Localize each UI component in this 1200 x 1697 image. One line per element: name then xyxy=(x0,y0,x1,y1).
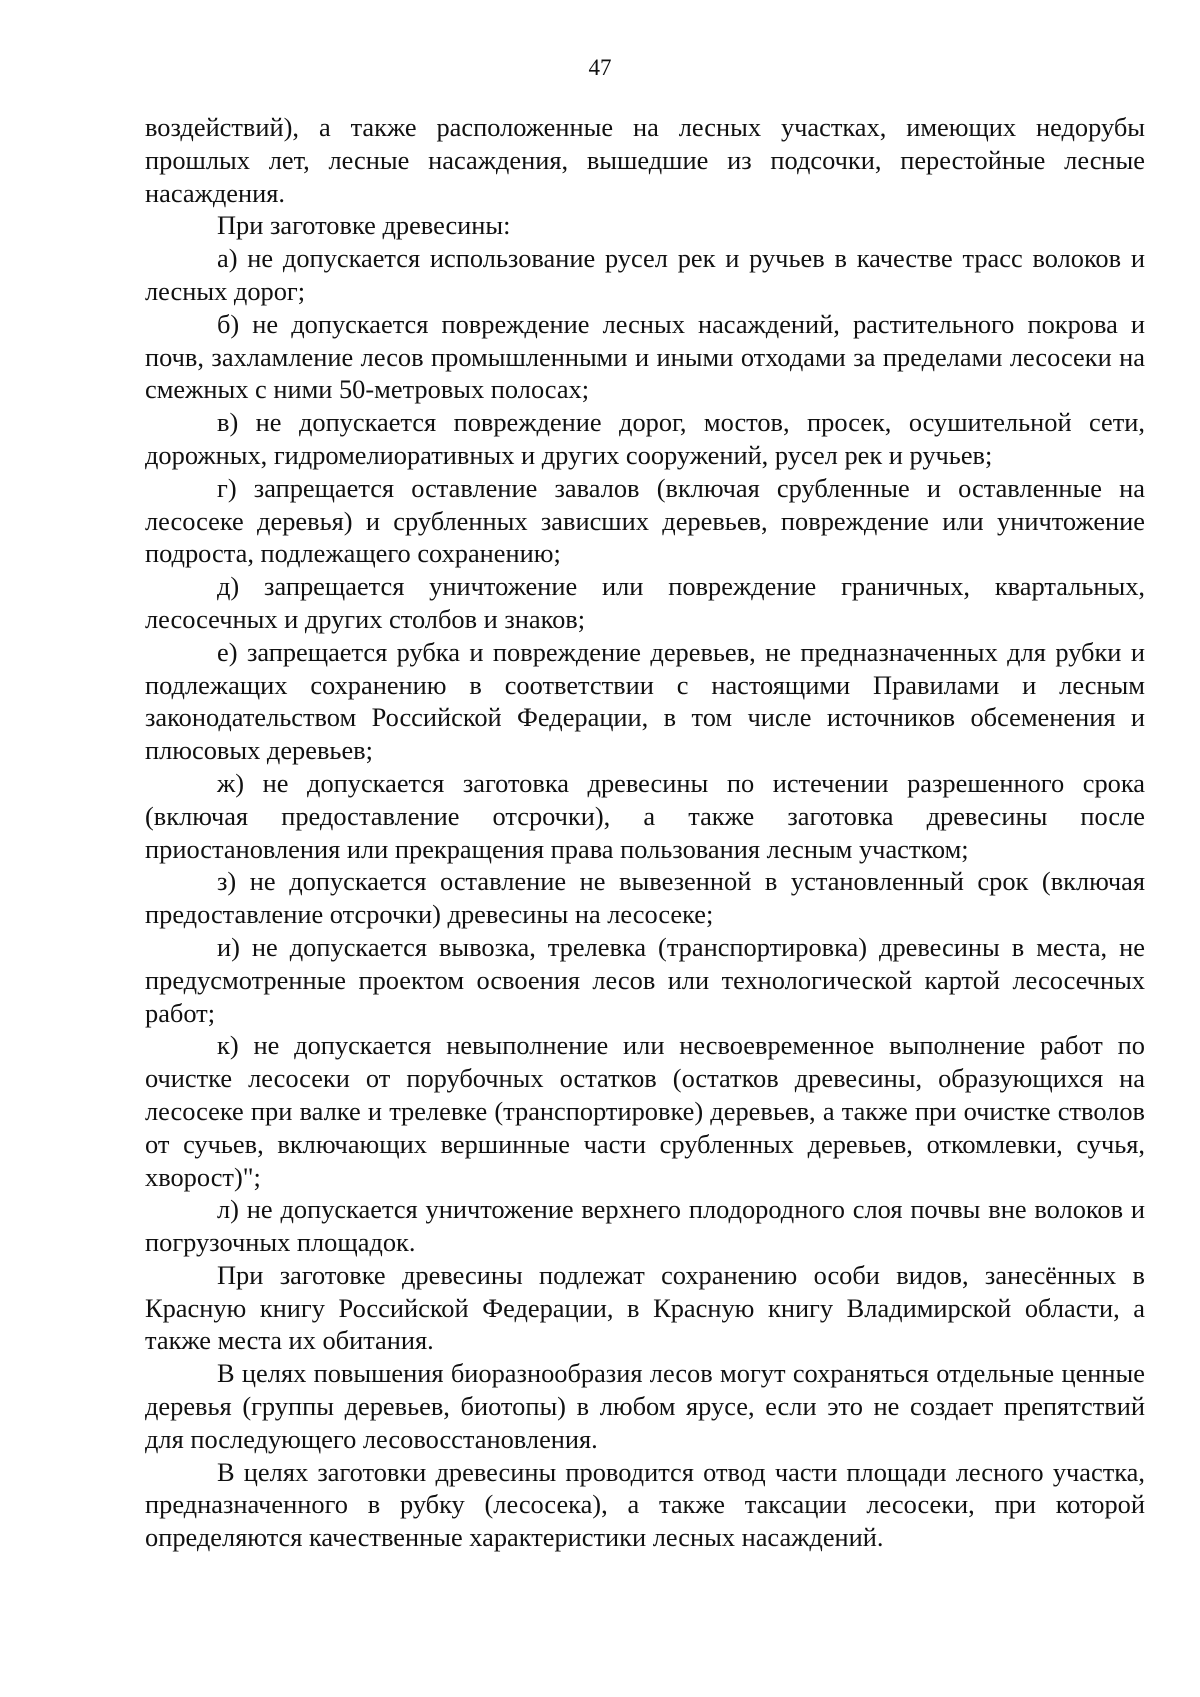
list-item-e: е) запрещается рубка и повреждение деревьев, не предназначенных для рубки и подлежащих сохранению в соответствии с настоящими Правилами и лесным законодательством Российской Федерации, в том числе источников обсеменения и плюсовых деревьев; xyxy=(145,636,1145,766)
paragraph-intro: При заготовке древесины: xyxy=(217,210,511,241)
page-number: 47 xyxy=(588,55,612,80)
list-item-k: к) не допускается невыполнение или несвоевременное выполнение работ по очистке лесосеки от порубочных остатков (остатков древесины, образующихся на лесосеке при валке и трелевке (транспортировке) деревьев, а также при очистке стволов от сучьев, включающих вершинные части срубленных деревьев, откомлевки, сучья, хворост)"; xyxy=(145,1030,1145,1192)
paragraph-allotment: В целях заготовки древесины проводится отвод части площади лесного участка, предназначенного в рубку (лесосека), а также таксации лесосеки, при которой определяются качественные характеристики лесных насаждений. xyxy=(145,1456,1145,1553)
list-item-g: г) запрещается оставление завалов (включая срубленные и оставленные на лесосеке деревья) и срубленных зависших деревьев, повреждение или уничтожение подроста, подлежащего сохранению; xyxy=(145,472,1145,569)
list-item-v: в) не допускается повреждение дорог, мостов, просек, осушительной сети, дорожных, гидромелиоративных и других сооружений, русел рек и ручьев; xyxy=(145,407,1145,470)
paragraph-continuation: воздействий), а также расположенные на лесных участках, имеющих недорубы прошлых лет, лесные насаждения, вышедшие из подсочки, перестойные лесные насаждения. xyxy=(145,112,1145,208)
list-item-a: а) не допускается использование русел рек и ручьев в качестве трасс волоков и лесных дорог; xyxy=(145,243,1145,306)
document-body xyxy=(145,111,1145,1554)
paragraph-red-book: При заготовке древесины подлежат сохранению особи видов, занесённых в Красную книгу Российской Федерации, в Красную книгу Владимирской области, а также места их обитания. xyxy=(145,1259,1145,1356)
list-item-zh: ж) не допускается заготовка древесины по истечении разрешенного срока (включая предоставление отсрочки), а также заготовка древесины после приостановления или прекращения права пользования лесным участком; xyxy=(145,767,1145,864)
list-item-i: и) не допускается вывозка, трелевка (транспортировка) древесины в места, не предусмотренные проектом освоения лесов или технологической картой лесосечных работ; xyxy=(145,931,1145,1028)
list-item-d: д) запрещается уничтожение или повреждение граничных, квартальных, лесосечных и других столбов и знаков; xyxy=(145,571,1145,634)
list-item-b: б) не допускается повреждение лесных насаждений, растительного покрова и почв, захламление лесов промышленными и иными отходами за пределами лесосеки на смежных с ними 50-метровых полосах; xyxy=(145,308,1145,405)
list-item-z: з) не допускается оставление не вывезенной в установленный срок (включая предоставление отсрочки) древесины на лесосеке; xyxy=(145,866,1145,930)
paragraph-biodiversity: В целях повышения биоразнообразия лесов могут сохраняться отдельные ценные деревья (группы деревьев, биотопы) в любом ярусе, если это не создает препятствий для последующего лесовосстановления. xyxy=(145,1358,1145,1454)
list-item-l: л) не допускается уничтожение верхнего плодородного слоя почвы вне волоков и погрузочных площадок. xyxy=(145,1194,1145,1258)
